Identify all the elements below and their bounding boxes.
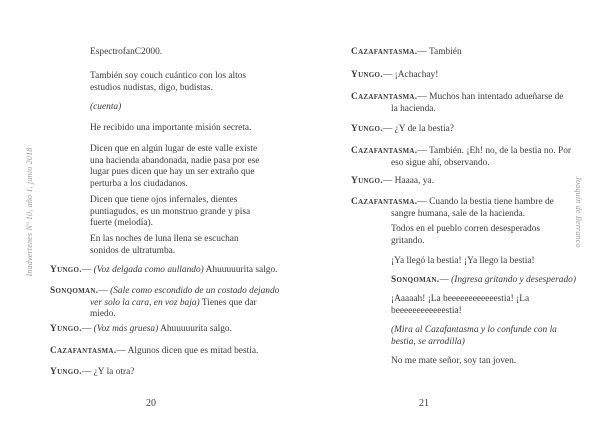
text-line: gritando. [391, 235, 425, 246]
text-line: sonidos de ultratumba. [90, 245, 176, 256]
em-dash: — [98, 286, 108, 296]
speaker-name: Yungo. [351, 124, 383, 134]
dialogue-text: ¿Y la otra? [93, 367, 135, 377]
text-line: ¡Ya llegó la bestia! ¡Ya llego la bestia! [391, 256, 535, 266]
paragraph [391, 356, 516, 368]
dialogue-line [351, 176, 434, 188]
em-dash: — [439, 275, 449, 285]
paragraph [90, 47, 162, 59]
dialogue-text: Muchos han intentado adueñarse de [429, 92, 564, 102]
text-line: (cuenta) [90, 102, 122, 112]
dialogue-text: Tienes que dar [201, 297, 257, 308]
dialogue-text: sangre humana, sale de la hacienda. [391, 208, 526, 219]
paragraph [90, 195, 250, 230]
dialogue-text: Ahuuuuurita salgo. [205, 265, 278, 275]
em-dash: — [417, 197, 427, 207]
dialogue-line [50, 286, 279, 321]
speaker-name: Sonqoman. [50, 286, 99, 296]
stage-direction [90, 102, 121, 114]
em-dash: — [81, 265, 92, 275]
speaker-name: Yungo. [50, 265, 82, 275]
text-line: No me mate señor, soy tan joven. [391, 356, 517, 366]
text-line: fuerte (melodía). [90, 218, 153, 229]
em-dash: — [417, 146, 427, 156]
running-head-left: Inadvertenes Nº 10, año 1, junio 2018 [25, 147, 34, 277]
speaker-name: Yungo. [351, 70, 383, 80]
stage-direction: (Voz más gruesa) [93, 324, 159, 334]
dialogue-text: También [428, 47, 462, 57]
speaker-name: Cazafantasma. [351, 197, 418, 207]
speaker-name: Sonqoman. [391, 275, 440, 285]
em-dash: — [417, 92, 427, 102]
stage-direction: ver solo la cara, en voz baja) [90, 297, 200, 308]
text-line: He recibido una importante misión secreta. [90, 123, 252, 133]
dialogue-line [351, 92, 563, 115]
stage-direction [391, 325, 557, 348]
text-line: perturba a los ciudadanos. [90, 178, 188, 189]
stage-direction: (Ingresa gritando y desesperado) [451, 275, 576, 285]
text-line: Dicen que en algún lugar de este valle existe [90, 144, 258, 154]
dialogue-text: Algunos dicen que es mitad bestia. [127, 346, 259, 356]
speaker-name: Yungo. [50, 324, 82, 334]
dialogue-text: Cuando la bestia tiene hambre de [429, 197, 554, 207]
text-line: (Mira al Cazafantasma y lo confunde con la [391, 325, 557, 335]
dialogue-text: miedo. [90, 309, 116, 320]
dialogue-line [351, 197, 554, 220]
dialogue-line [351, 124, 454, 136]
right-page [300, 0, 600, 425]
speaker-name: Yungo. [351, 176, 383, 186]
em-dash: — [81, 324, 92, 334]
em-dash: — [382, 124, 393, 134]
dialogue-line [391, 275, 576, 287]
paragraph [391, 224, 540, 247]
em-dash: — [81, 367, 92, 377]
text-line: estudios nudistas, digo, budistas. [90, 82, 213, 93]
text-line: En las noches de luna llena se escuchan [90, 234, 239, 244]
text-line: bestia, se arrodilla) [391, 336, 465, 347]
dialogue-text: ¿Y de la bestia? [394, 124, 454, 134]
text-line: EspectrofanC2000. [90, 47, 163, 57]
dialogue-line [351, 47, 462, 59]
dialogue-line [50, 324, 232, 336]
em-dash: — [417, 47, 427, 57]
stage-direction: (Sale como escondido de un costado dejando [110, 286, 280, 296]
dialogue-line [50, 265, 278, 277]
paragraph [90, 71, 246, 94]
stage-direction: (Voz delgada como aullando) [93, 265, 204, 275]
speaker-name: Cazafantasma. [351, 92, 418, 102]
paragraph [391, 294, 529, 317]
page-number: 21 [419, 398, 429, 409]
dialogue-text: eso sigue ahí, observando. [391, 157, 490, 168]
paragraph [391, 256, 535, 268]
running-head-right: Joaquín de Berranco [574, 176, 583, 248]
speaker-name: Cazafantasma. [351, 47, 418, 57]
text-line: ¡Aaaaah! ¡La beeeeeeeeeeeestia! ¡La [391, 294, 530, 304]
text-line: Dicen que tiene ojos infernales, dientes [90, 195, 238, 205]
text-line: una hacienda abandonada, nadie pasa por ese [90, 155, 260, 166]
speaker-name: Cazafantasma. [50, 346, 117, 356]
speaker-name: Yungo. [50, 367, 82, 377]
text-line: puntiagudos, es un monstruo grande y pisa [90, 206, 251, 217]
em-dash: — [382, 70, 393, 80]
dialogue-text: ¡Achachay! [394, 70, 439, 80]
dialogue-line [50, 346, 258, 358]
text-line: lugar pues dicen que hay un ser extraño que [90, 167, 255, 178]
paragraph [90, 234, 239, 257]
em-dash: — [116, 346, 126, 356]
dialogue-text: Ahuuuuurita salgo. [160, 324, 232, 334]
dialogue-line [50, 367, 134, 379]
paragraph [90, 123, 251, 135]
text-line: Todos en el pueblo corren desesperados [391, 224, 541, 234]
em-dash: — [382, 176, 393, 186]
speaker-name: Cazafantasma. [351, 146, 418, 156]
dialogue-line [351, 146, 571, 169]
dialogue-text: Haaaa, ya. [394, 176, 434, 186]
page-number: 20 [146, 398, 156, 409]
text-line: También soy couch cuántico con los altos [90, 71, 247, 81]
paragraph [90, 144, 259, 190]
dialogue-text: También. ¡Eh! no, de la bestia no. Por [428, 146, 571, 156]
dialogue-line [351, 70, 438, 82]
text-line: beeeeeeeeeeeestia! [391, 305, 462, 316]
dialogue-text: la hacienda. [391, 103, 436, 114]
